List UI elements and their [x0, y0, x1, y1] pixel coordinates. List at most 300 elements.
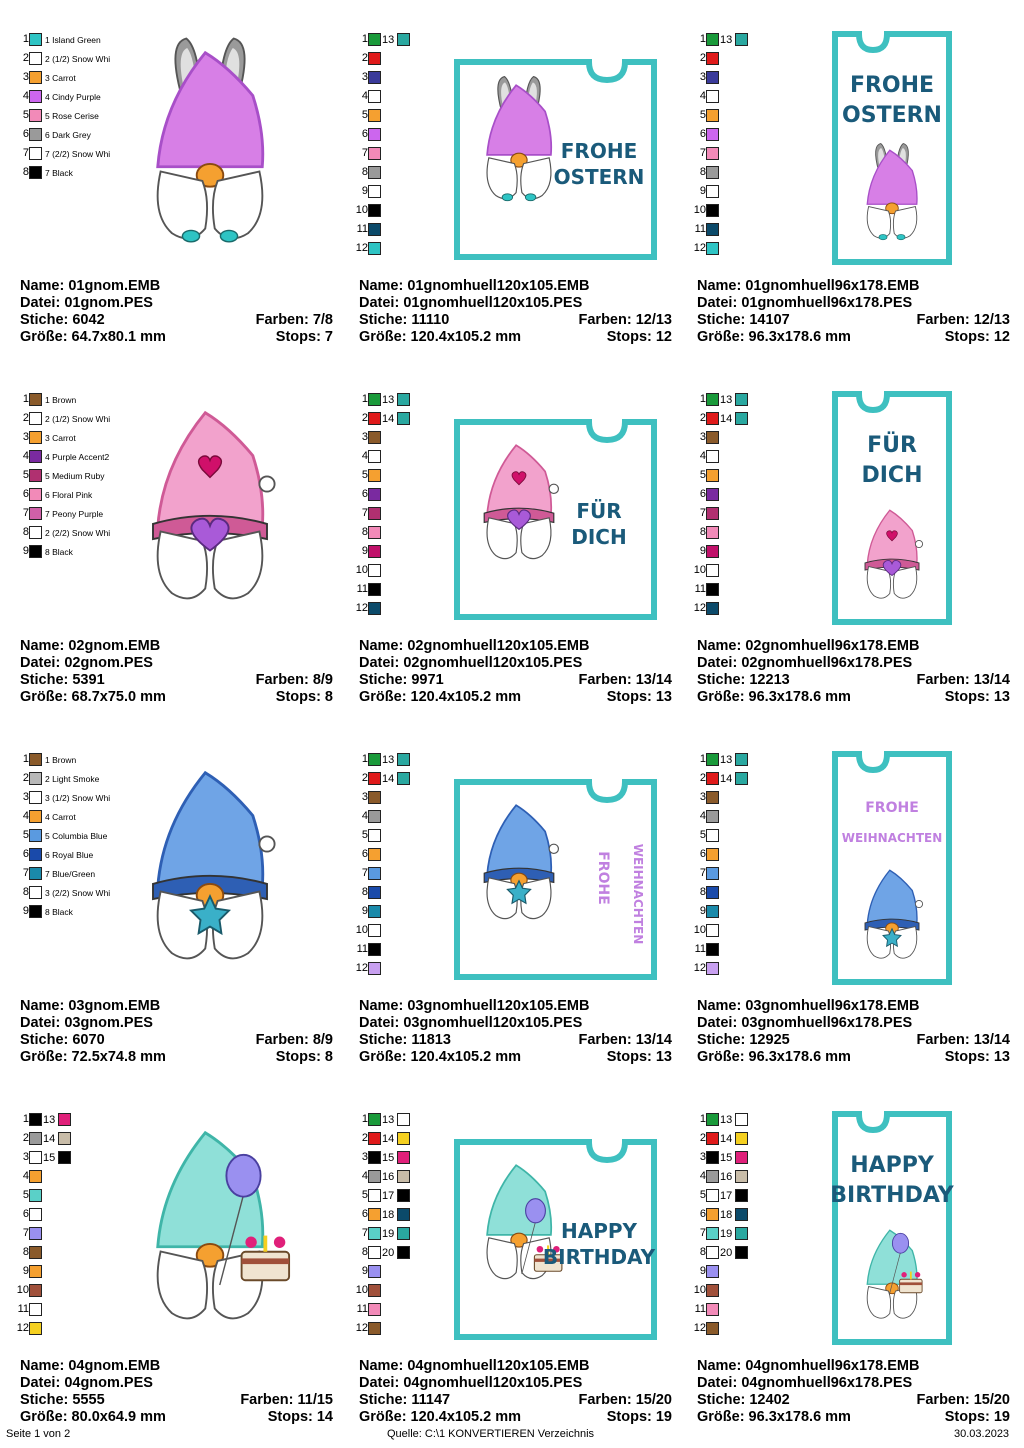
gnome-figure	[153, 773, 275, 959]
thread-number: 5	[699, 109, 706, 121]
thread-number: 18	[382, 1208, 395, 1221]
info-size: Größe: 72.5x74.8 mm	[20, 1049, 166, 1065]
thread-number: 5	[361, 1189, 368, 1201]
thread-name: 4 Purple Accent2	[45, 451, 110, 462]
holder-text-line-2: WEIHNACHTEN	[631, 843, 645, 945]
thread-number: 3	[22, 1151, 29, 1163]
thread-name: 1 Island Green	[45, 34, 101, 45]
info-line	[359, 1358, 672, 1375]
thread-number: 1	[22, 1113, 29, 1125]
thread-number: 2	[699, 412, 706, 424]
info-size: Größe: 120.4x105.2 mm	[359, 1409, 522, 1425]
thread-number: 10	[693, 924, 706, 936]
holder-text-line-1: FÜR	[867, 433, 917, 458]
info-stitches: Stiche: 12925	[697, 1032, 790, 1048]
thread-name: 5 Columbia Blue	[45, 830, 108, 841]
thread-name: 1 Brown	[45, 394, 77, 405]
thread-number: 8	[361, 886, 368, 898]
design-preview	[349, 1102, 669, 1347]
thread-number: 1	[22, 753, 29, 765]
info-file: Datei: 04gnom.PES	[20, 1375, 153, 1391]
thread-number: 14	[382, 1132, 395, 1145]
holder-outline	[835, 34, 949, 262]
thread-number: 11	[694, 583, 706, 595]
info-file: Datei: 01gnomhuell96x178.PES	[697, 295, 913, 311]
info-file: Datei: 03gnom.PES	[20, 1015, 153, 1031]
thread-number: 2	[22, 772, 29, 784]
thread-number: 5	[22, 829, 29, 841]
thread-number: 3	[699, 791, 706, 803]
thread-number: 9	[361, 905, 368, 917]
design-info	[697, 638, 1010, 706]
info-stitches: Stiche: 11813	[359, 1032, 451, 1048]
holder-outline	[835, 394, 949, 622]
thread-number: 4	[699, 1170, 706, 1182]
design-preview	[10, 22, 330, 267]
thread-number: 1	[699, 753, 706, 765]
info-line	[359, 1409, 672, 1426]
thread-name: 6 Royal Blue	[45, 849, 94, 860]
thread-number: 12	[355, 242, 368, 254]
thread-number: 3	[361, 1151, 368, 1163]
thread-number: 4	[361, 1170, 368, 1182]
thread-name: 6 Floral Pink	[45, 489, 93, 500]
thread-number: 6	[22, 848, 29, 860]
design-card	[10, 1102, 333, 1447]
design-info	[359, 1358, 672, 1426]
info-file: Datei: 03gnomhuell96x178.PES	[697, 1015, 913, 1031]
design-preview	[349, 382, 669, 627]
thread-name: 7 Blue/Green	[45, 868, 96, 879]
thread-number: 2	[699, 1132, 706, 1144]
info-file: Datei: 02gnomhuell120x105.PES	[359, 655, 583, 671]
thread-number: 19	[382, 1227, 395, 1240]
holder-text-line-2: OSTERN	[553, 165, 645, 189]
info-stops: Stops: 8	[275, 1049, 333, 1065]
thread-number: 9	[22, 545, 29, 557]
info-name: Name: 03gnomhuell120x105.EMB	[359, 998, 590, 1014]
info-file: Datei: 04gnomhuell96x178.PES	[697, 1375, 913, 1391]
info-line	[697, 689, 1010, 706]
thread-number: 1	[361, 393, 368, 405]
info-stitches: Stiche: 11110	[359, 312, 450, 328]
design-info	[20, 278, 333, 346]
thread-name: 7 (2/2) Snow Whi	[45, 148, 111, 159]
thread-number: 6	[699, 128, 706, 140]
thread-number: 11	[356, 583, 368, 595]
thread-number: 2	[361, 772, 368, 784]
thread-number: 8	[22, 1246, 29, 1258]
info-line	[20, 278, 333, 295]
info-line	[697, 295, 1010, 312]
thread-name: 3 (2/2) Snow Whi	[45, 887, 111, 898]
info-size: Größe: 120.4x105.2 mm	[359, 1049, 522, 1065]
thread-number: 14	[720, 772, 733, 785]
info-file: Datei: 01gnom.PES	[20, 295, 153, 311]
thread-number: 1	[361, 1113, 368, 1125]
thread-name: 5 Rose Cerise	[45, 110, 99, 121]
info-line	[359, 689, 672, 706]
info-line	[359, 998, 672, 1015]
thread-name: 7 Peony Purple	[45, 508, 104, 519]
info-file: Datei: 01gnomhuell120x105.PES	[359, 295, 583, 311]
thread-number: 6	[361, 128, 368, 140]
footer-source: Quelle: C:\1 KONVERTIEREN Verzeichnis	[387, 1428, 595, 1440]
thread-number: 7	[22, 867, 29, 879]
info-stops: Stops: 13	[606, 1049, 672, 1065]
info-line	[359, 1032, 672, 1049]
info-line	[697, 278, 1010, 295]
thread-number: 19	[720, 1227, 733, 1240]
info-line	[20, 998, 333, 1015]
info-size: Größe: 96.3x178.6 mm	[697, 689, 851, 705]
thread-number: 10	[16, 1284, 29, 1296]
thread-number: 9	[22, 905, 29, 917]
thread-name: 2 (2/2) Snow Whi	[45, 527, 111, 538]
design-preview	[687, 22, 1007, 267]
thread-number: 3	[361, 71, 368, 83]
design-card	[349, 742, 672, 1087]
gnome-figure	[487, 77, 551, 201]
info-size: Größe: 96.3x178.6 mm	[697, 329, 851, 345]
info-stops: Stops: 14	[267, 1409, 333, 1425]
info-name: Name: 01gnomhuell96x178.EMB	[697, 278, 920, 294]
gnome-figure	[484, 805, 558, 918]
info-line	[359, 655, 672, 672]
info-line	[359, 1015, 672, 1032]
thread-number: 2	[699, 772, 706, 784]
thread-number: 11	[694, 943, 706, 955]
info-file: Datei: 03gnomhuell120x105.PES	[359, 1015, 583, 1031]
thread-number: 11	[17, 1303, 29, 1315]
thread-number: 8	[361, 526, 368, 538]
holder-text-line-2: OSTERN	[842, 103, 942, 128]
thread-number: 11	[356, 223, 368, 235]
thread-number: 1	[699, 393, 706, 405]
thread-number: 15	[43, 1151, 56, 1164]
thread-number: 5	[699, 829, 706, 841]
gnome-figure	[153, 413, 275, 599]
info-size: Größe: 96.3x178.6 mm	[697, 1409, 851, 1425]
design-card	[349, 22, 672, 367]
thread-number: 10	[355, 204, 368, 216]
info-line	[20, 638, 333, 655]
info-size: Größe: 120.4x105.2 mm	[359, 329, 522, 345]
design-info	[359, 998, 672, 1066]
holder-text-line-2: DICH	[571, 525, 627, 549]
info-line	[359, 672, 672, 689]
thread-number: 3	[22, 431, 29, 443]
thread-number: 13	[720, 33, 733, 46]
design-info	[697, 998, 1010, 1066]
thread-number: 1	[699, 1113, 706, 1125]
info-stitches: Stiche: 6070	[20, 1032, 105, 1048]
thread-number: 6	[699, 848, 706, 860]
design-info	[20, 1358, 333, 1426]
info-line	[359, 638, 672, 655]
info-stops: Stops: 8	[275, 689, 333, 705]
info-colors: Farben: 15/20	[916, 1392, 1010, 1408]
thread-number: 10	[693, 564, 706, 576]
thread-name: 3 Carrot	[45, 72, 76, 83]
thread-number: 12	[355, 962, 368, 974]
info-stops: Stops: 19	[606, 1409, 672, 1425]
info-line	[20, 1392, 333, 1409]
thread-number: 2	[361, 52, 368, 64]
info-line	[697, 655, 1010, 672]
thread-name: 2 Light Smoke	[45, 773, 100, 784]
thread-name: 3 (1/2) Snow Whi	[45, 792, 111, 803]
holder-text-line-1: FROHE	[865, 800, 919, 816]
thread-number: 4	[361, 90, 368, 102]
design-preview	[10, 382, 330, 627]
info-size: Größe: 80.0x64.9 mm	[20, 1409, 166, 1425]
thread-number: 4	[22, 90, 29, 102]
thread-number: 5	[361, 109, 368, 121]
thread-number: 13	[382, 33, 395, 46]
thread-name: 2 (1/2) Snow Whi	[45, 53, 111, 64]
thread-number: 8	[699, 166, 706, 178]
info-line	[20, 1049, 333, 1066]
thread-number: 13	[720, 1113, 733, 1126]
info-colors: Farben: 15/20	[578, 1392, 672, 1408]
thread-number: 3	[699, 71, 706, 83]
thread-number: 2	[22, 412, 29, 424]
gnome-figure	[484, 445, 558, 558]
thread-number: 8	[22, 526, 29, 538]
info-stitches: Stiche: 5391	[20, 672, 105, 688]
holder-text-line-2: BIRTHDAY	[830, 1183, 954, 1208]
thread-number: 8	[361, 1246, 368, 1258]
design-card	[10, 742, 333, 1087]
thread-number: 12	[693, 242, 706, 254]
thread-number: 8	[699, 1246, 706, 1258]
info-stops: Stops: 13	[944, 1049, 1010, 1065]
gnome-figure	[867, 144, 917, 240]
info-line	[697, 312, 1010, 329]
thread-number: 5	[22, 469, 29, 481]
thread-number: 13	[382, 753, 395, 766]
thread-number: 1	[361, 753, 368, 765]
info-line	[20, 1409, 333, 1426]
thread-number: 14	[43, 1132, 56, 1145]
info-line	[697, 1409, 1010, 1426]
thread-name: 3 Carrot	[45, 432, 76, 443]
design-card	[349, 382, 672, 727]
info-stitches: Stiche: 9971	[359, 672, 444, 688]
info-colors: Farben: 11/15	[240, 1392, 333, 1408]
thread-number: 7	[361, 507, 368, 519]
info-file: Datei: 04gnomhuell120x105.PES	[359, 1375, 583, 1391]
holder-text-line-1: FROHE	[560, 139, 638, 163]
thread-name: 8 Black	[45, 906, 73, 917]
thread-number: 7	[699, 867, 706, 879]
info-stitches: Stiche: 12213	[697, 672, 790, 688]
thread-name: 7 Black	[45, 167, 73, 178]
thread-number: 1	[22, 393, 29, 405]
info-stitches: Stiche: 11147	[359, 1392, 451, 1408]
info-name: Name: 04gnomhuell96x178.EMB	[697, 1358, 920, 1374]
thread-number: 6	[361, 488, 368, 500]
thread-number: 12	[693, 1322, 706, 1334]
info-line	[20, 655, 333, 672]
thread-number: 7	[699, 147, 706, 159]
holder-text-line-2: BIRTHDAY	[542, 1245, 656, 1269]
info-line	[20, 1358, 333, 1375]
info-stops: Stops: 13	[944, 689, 1010, 705]
thread-number: 10	[355, 564, 368, 576]
info-line	[20, 312, 333, 329]
thread-number: 9	[361, 185, 368, 197]
gnome-figure	[158, 38, 263, 241]
thread-number: 3	[699, 1151, 706, 1163]
info-line	[697, 1392, 1010, 1409]
design-preview	[687, 382, 1007, 627]
thread-number: 12	[355, 602, 368, 614]
design-preview	[349, 742, 669, 987]
info-size: Größe: 68.7x75.0 mm	[20, 689, 166, 705]
info-line	[697, 1015, 1010, 1032]
info-line	[20, 1375, 333, 1392]
thread-number: 4	[699, 90, 706, 102]
info-name: Name: 03gnomhuell96x178.EMB	[697, 998, 920, 1014]
thread-number: 7	[361, 867, 368, 879]
info-line	[359, 295, 672, 312]
thread-number: 5	[22, 1189, 29, 1201]
thread-number: 8	[22, 166, 29, 178]
holder-outline	[835, 1114, 949, 1342]
thread-number: 10	[693, 204, 706, 216]
thread-number: 7	[22, 147, 29, 159]
thread-number: 6	[699, 1208, 706, 1220]
thread-number: 3	[699, 431, 706, 443]
gnome-figure	[865, 870, 923, 958]
thread-number: 4	[22, 450, 29, 462]
info-line	[697, 1375, 1010, 1392]
design-preview	[349, 22, 669, 267]
info-name: Name: 02gnom.EMB	[20, 638, 161, 654]
thread-number: 15	[382, 1151, 395, 1164]
info-name: Name: 03gnom.EMB	[20, 998, 161, 1014]
design-preview	[687, 1102, 1007, 1347]
thread-number: 7	[22, 507, 29, 519]
thread-number: 9	[22, 1265, 29, 1277]
info-colors: Farben: 13/14	[578, 1032, 672, 1048]
thread-number: 12	[355, 1322, 368, 1334]
thread-name: 4 Carrot	[45, 811, 76, 822]
thread-number: 4	[361, 810, 368, 822]
thread-number: 14	[720, 412, 733, 425]
info-line	[697, 638, 1010, 655]
thread-number: 6	[22, 488, 29, 500]
thread-number: 13	[382, 1113, 395, 1126]
info-line	[697, 1358, 1010, 1375]
thread-number: 11	[694, 1303, 706, 1315]
design-info	[359, 278, 672, 346]
thread-number: 11	[356, 943, 368, 955]
info-line	[359, 1049, 672, 1066]
gnome-figure	[865, 510, 923, 598]
info-line	[359, 1375, 672, 1392]
thread-number: 8	[699, 526, 706, 538]
thread-number: 6	[22, 1208, 29, 1220]
info-line	[697, 329, 1010, 346]
thread-number: 6	[361, 848, 368, 860]
thread-number: 8	[699, 886, 706, 898]
info-colors: Farben: 12/13	[916, 312, 1010, 328]
thread-number: 13	[720, 753, 733, 766]
thread-number: 7	[699, 507, 706, 519]
thread-number: 5	[22, 109, 29, 121]
info-stops: Stops: 12	[606, 329, 672, 345]
thread-number: 10	[355, 924, 368, 936]
info-name: Name: 01gnom.EMB	[20, 278, 161, 294]
thread-number: 13	[382, 393, 395, 406]
thread-number: 13	[720, 393, 733, 406]
info-line	[20, 1032, 333, 1049]
info-line	[697, 672, 1010, 689]
info-file: Datei: 02gnom.PES	[20, 655, 153, 671]
info-colors: Farben: 13/14	[916, 672, 1010, 688]
thread-number: 17	[720, 1189, 733, 1202]
info-file: Datei: 02gnomhuell96x178.PES	[697, 655, 913, 671]
thread-number: 13	[43, 1113, 56, 1126]
info-line	[359, 1392, 672, 1409]
footer-page: Seite 1 von 2	[6, 1428, 71, 1440]
thread-number: 9	[361, 545, 368, 557]
design-info	[697, 1358, 1010, 1426]
thread-number: 2	[361, 1132, 368, 1144]
thread-number: 12	[693, 962, 706, 974]
thread-number: 4	[699, 810, 706, 822]
thread-name: 2 (1/2) Snow Whi	[45, 413, 111, 424]
thread-name: 8 Black	[45, 546, 73, 557]
info-stitches: Stiche: 14107	[697, 312, 790, 328]
info-stops: Stops: 12	[944, 329, 1010, 345]
thread-number: 8	[361, 166, 368, 178]
info-stops: Stops: 13	[606, 689, 672, 705]
thread-number: 11	[356, 1303, 368, 1315]
info-size: Größe: 96.3x178.6 mm	[697, 1049, 851, 1065]
info-colors: Farben: 13/14	[916, 1032, 1010, 1048]
design-preview	[687, 742, 1007, 987]
holder-text-line-1: FROHE	[849, 73, 935, 98]
thread-name: 5 Medium Ruby	[45, 470, 105, 481]
thread-number: 18	[720, 1208, 733, 1221]
info-line	[359, 329, 672, 346]
thread-number: 3	[361, 791, 368, 803]
design-card	[687, 22, 1010, 367]
thread-number: 5	[699, 469, 706, 481]
thread-number: 5	[361, 469, 368, 481]
thread-number: 9	[699, 905, 706, 917]
thread-number: 12	[693, 602, 706, 614]
thread-number: 6	[22, 128, 29, 140]
thread-number: 10	[693, 1284, 706, 1296]
info-name: Name: 01gnomhuell120x105.EMB	[359, 278, 590, 294]
holder-text-line-2: DICH	[861, 463, 923, 488]
info-size: Größe: 64.7x80.1 mm	[20, 329, 166, 345]
info-name: Name: 02gnomhuell96x178.EMB	[697, 638, 920, 654]
info-name: Name: 04gnom.EMB	[20, 1358, 161, 1374]
info-line	[20, 295, 333, 312]
thread-number: 9	[699, 185, 706, 197]
thread-number: 10	[355, 1284, 368, 1296]
info-line	[20, 329, 333, 346]
design-card	[349, 1102, 672, 1447]
info-size: Größe: 120.4x105.2 mm	[359, 689, 522, 705]
thread-name: 1 Brown	[45, 754, 77, 765]
